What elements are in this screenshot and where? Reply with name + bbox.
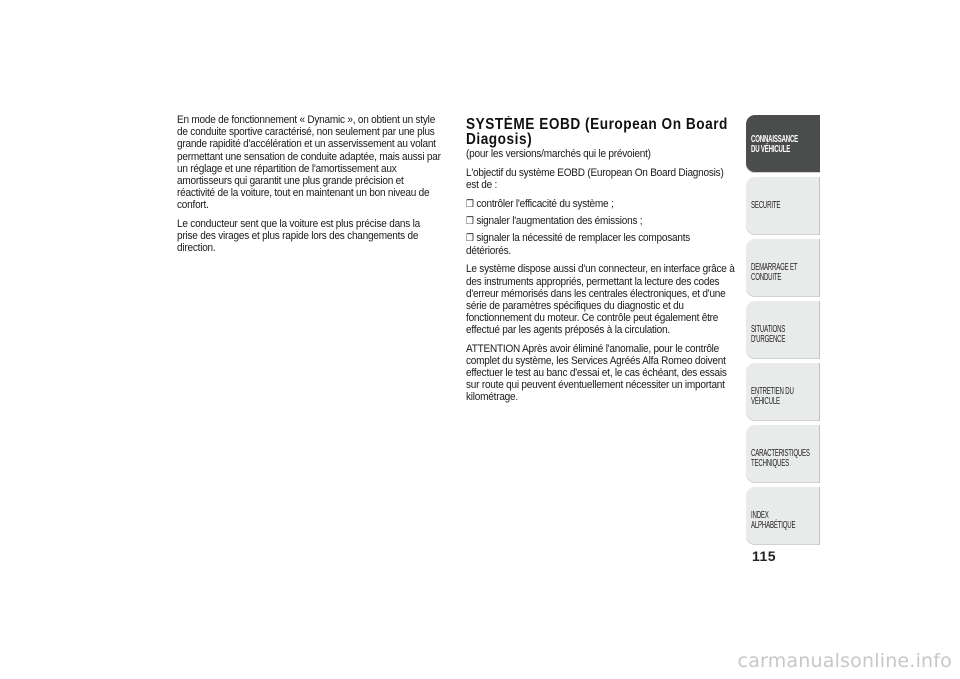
tab-index-alphabetique[interactable]: [746, 487, 820, 545]
paragraph-dynamic-mode: En mode de fonctionnement « Dynamic », on obtient un style de conduite sportive caractérisé, non seulement par une plus grande rapidité d'accélération et un asservissement au volant permettant une sensation de conduite adaptée, mais aussi par un réglage et une répartition de l'amortissement aux amortisseurs qui garantit une plus grande précision et réactivité de la voiture, tout en maintenant un bon niveau de confort.: [177, 114, 441, 212]
tab-label: SITUATIONS D'URGENCE: [751, 324, 786, 345]
checkbox-bullet-icon: ❒: [466, 215, 474, 227]
tab-label: INDEX ALPHABÉTIQUE: [751, 510, 796, 531]
tab-label: CONNAISSANCE DU VÉHICULE: [751, 134, 799, 155]
chapter-tabs: [746, 115, 820, 549]
left-column: [177, 114, 441, 260]
watermark: carmanualsonline.info: [737, 650, 952, 672]
tab-label: DÉMARRAGE ET CONDUITE: [751, 262, 798, 283]
tab-demarrage-conduite[interactable]: [746, 239, 820, 297]
tab-situations-urgence[interactable]: [746, 301, 820, 359]
attention-note: ATTENTION Après avoir éliminé l'anomalie, pour le contrôle complet du système, les Services Agréés Alfa Romeo doivent effectuer le test au banc d'essai et, le cas échéant, des essais sur route qui peuvent éventuellement nécessiter un important kilométrage.: [466, 342, 727, 404]
tab-caracteristiques-techniques[interactable]: [746, 425, 820, 483]
checkbox-bullet-icon: ❒: [466, 198, 474, 210]
tab-entretien-vehicule[interactable]: [746, 363, 820, 421]
checkbox-bullet-icon: ❒: [466, 233, 474, 245]
tab-label: ENTRETIEN DU VÉHICULE: [751, 386, 794, 407]
paragraph-driver-feel: Le conducteur sent que la voiture est plus précise dans la prise des virages et plus rapide lors des changements de direction.: [177, 217, 421, 255]
section-subtitle: (pour les versions/marchés qui le prévoient): [466, 148, 651, 160]
tab-securite[interactable]: [746, 177, 820, 235]
body-paragraph: Le système dispose aussi d'un connecteur, en interface grâce à des instruments appropriés, permettant la lecture des codes d'erreur mémorisés dans les centrales électroniques, et d'une série de paramètres spécifiques du diagnostic et du fonctionnement du moteur. Ce contrôle peut également être effectué par les agents préposés à la circulation.: [466, 263, 735, 337]
list-item-text: signaler l'augmentation des émissions ;: [476, 214, 643, 227]
list-item-text: contrôler l'efficacité du système ;: [476, 197, 614, 210]
section-title: SYSTÈME EOBD (European On Board Diagosis): [466, 116, 728, 148]
page-number: 115: [752, 548, 777, 564]
intro-paragraph: L'objectif du système EOBD (European On Board Diagnosis) est de :: [466, 167, 724, 192]
tab-label: SÉCURITÉ: [751, 200, 781, 211]
tab-connaissance-vehicule[interactable]: [746, 115, 820, 173]
list-item: [466, 232, 735, 257]
tab-label: CARACTÉRISTIQUES TECHNIQUES: [751, 448, 810, 469]
list-item: [466, 198, 735, 211]
list-item: [466, 215, 735, 228]
list-item-text: signaler la nécessité de remplacer les composants détériorés.: [466, 232, 691, 258]
objective-list: [466, 198, 735, 258]
right-column: [466, 117, 735, 410]
